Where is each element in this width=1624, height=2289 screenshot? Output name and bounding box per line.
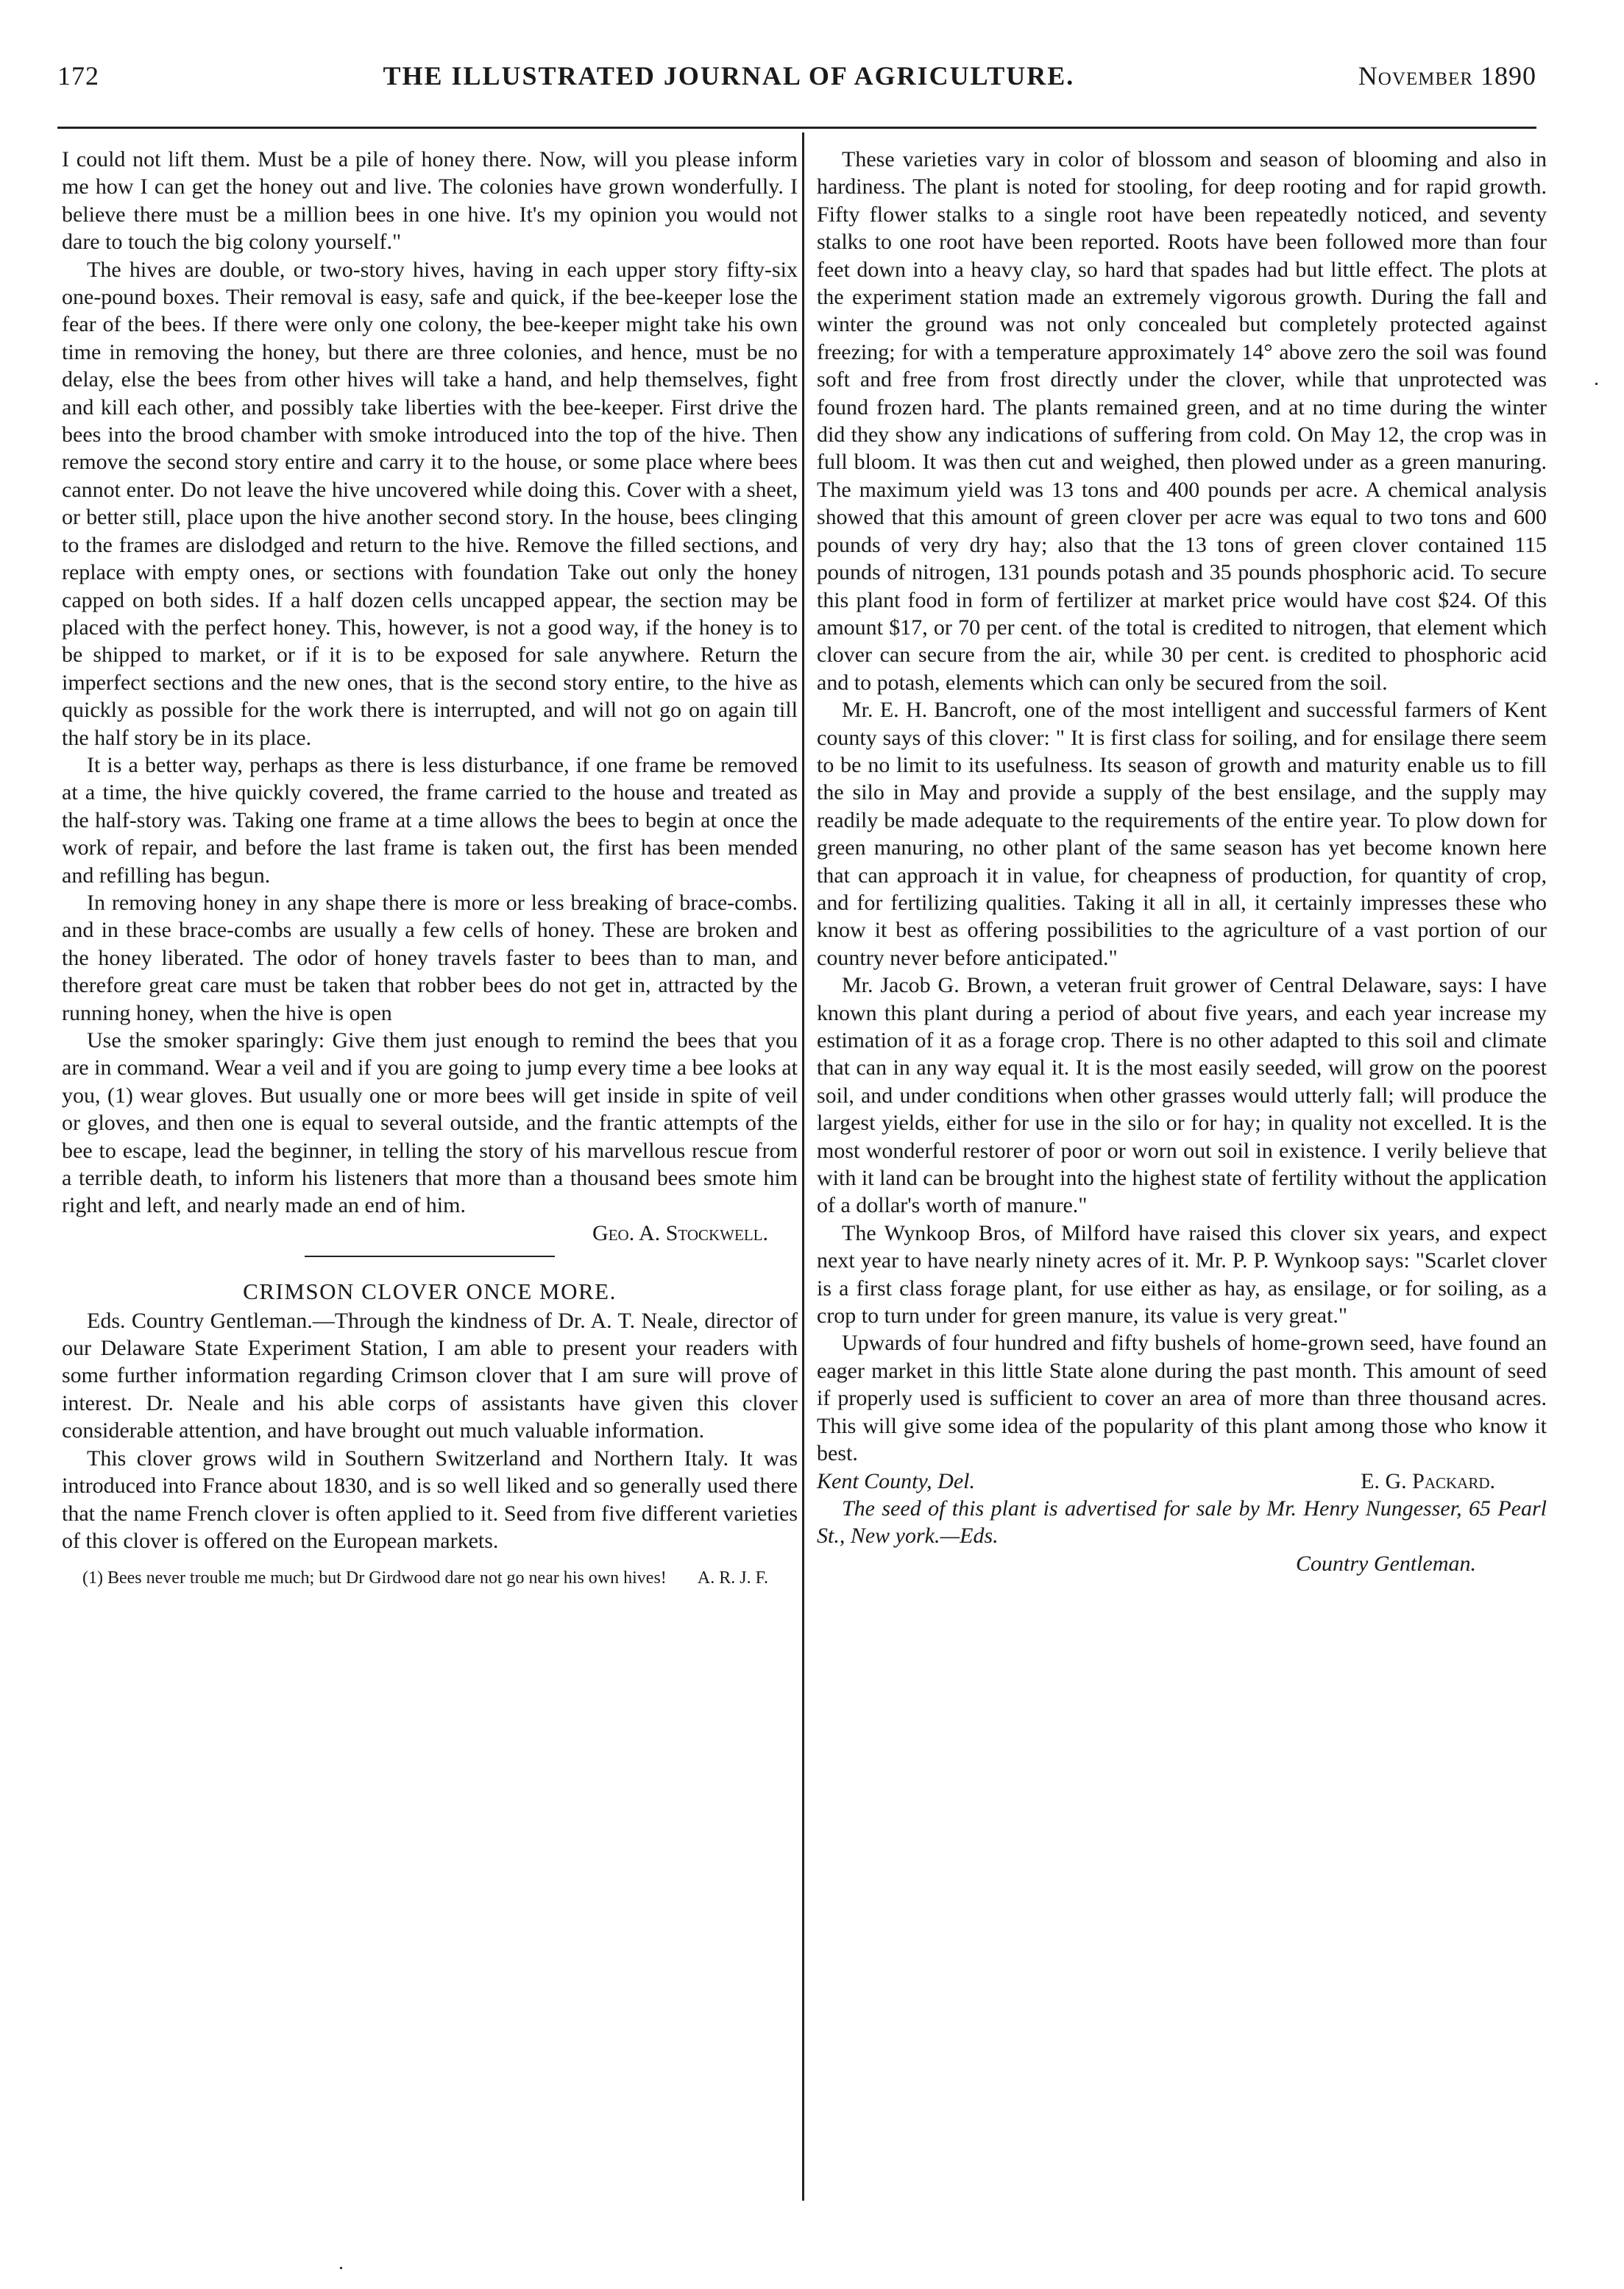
dateline	[817, 1468, 1547, 1495]
article-title: CRIMSON CLOVER ONCE MORE.	[243, 1278, 617, 1305]
header-rule	[57, 127, 1536, 129]
paragraph: Use the smoker sparingly: Give them just enough to remind the bees that you are in command. Wear a veil and if you are going to jump every time a bee looks at you, (1) wear gloves. But usually one or more bees will get inside in spite of veil or gloves, and then one is equal to several outside, and the frantic attempts of the bee to escape, lead the beginner, in telling the story of his marvellous rescue from a terrible death, to inform his listeners that more than a thousand bees smote him right and left, and nearly made an end of him.	[62, 1028, 798, 1218]
margin-mark	[1595, 383, 1598, 385]
footnote-initials: A. R. J. F.	[697, 1568, 768, 1588]
paragraph: Mr. Jacob G. Brown, a veteran fruit grower of Central Delaware, says: I have known this plant during a period of about five years, and each year increase my estimation of it as a forage crop. There is no other adapted to this soil and climate that can in any way equal it. It is the most easily seeded, will grow on the poorest soil, and under conditions when other grasses would utterly fall; will produce the largest yields, either for use in the silo or for hay; in quality not excelled. It is the most wonderful restorer of poor or worn out soil in existence. I verily believe that with it land can be brought into the highest state of fertility without the application of a dollar's worth of manure."	[817, 973, 1547, 1218]
page-number: 172	[57, 61, 99, 91]
author-name: E. G. Packard.	[1361, 1468, 1495, 1493]
place: Kent County, Del.	[817, 1468, 975, 1493]
footnote	[62, 1568, 798, 1589]
paragraph: Eds. Country Gentleman.—Through the kindness of Dr. A. T. Neale, director of our Delaware State Experiment Station, I am able to present your readers with some further information regarding Crimson clover that I am sure will prove of interest. Dr. Neale and his able corps of assistants have given this clover considerable attention, and have brought out much valuable information.	[62, 1308, 798, 1443]
paragraph: Upwards of four hundred and fifty bushels of home-grown seed, have found an eager market in this little State alone during the past month. This amount of seed if properly used is sufficient to cover an area of more than three thousand acres. This will give some idea of the popularity of this plant among those who know it best.	[817, 1331, 1547, 1466]
author-signature: Geo. A. Stockwell.	[592, 1220, 768, 1245]
paragraph: In removing honey in any shape there is more or less breaking of brace-combs. and in these brace-combs are usually a few cells of honey. These are broken and the honey liberated. The odor of honey travels faster to bees than to man, and therefore great care must be taken that robber bees do not get in, attracted by the running honey, when the hive is open	[62, 890, 798, 1025]
issue-date: November 1890	[1358, 61, 1536, 91]
margin-mark	[340, 2267, 342, 2269]
left-column	[62, 146, 798, 1589]
paragraph: The Wynkoop Bros, of Milford have raised this clover six years, and expect next year to have nearly ninety acres of it. Mr. P. P. Wynkoop says: "Scarlet clover is a first class forage plant, for use either as hay, as ensilage, or for soiling, as a crop to turn under for green manure, its value is very great."	[817, 1220, 1547, 1329]
journal-title: THE ILLUSTRATED JOURNAL OF AGRICULTURE.	[383, 61, 1075, 91]
paragraph: It is a better way, perhaps as there is less disturbance, if one frame be removed at a time, the hive quickly covered, the frame carried to the house and treated as the half-story was. Taking one frame at a time allows the bees to begin at once the work of repair, and before the last frame is taken out, the first has been mended and refilling has begun.	[62, 752, 798, 888]
column-divider	[802, 132, 804, 2201]
page-header	[57, 60, 1536, 105]
paragraph: The hives are double, or two-story hives, having in each upper story fifty-six one-pound boxes. Their removal is easy, safe and quick, if the bee-keeper lose the fear of the bees. If there were only one colony, the bee-keeper might take his own time in removing the honey, but there are three colonies, and hence, must be no delay, else the bees from other hives will take a hand, and help themselves, fight and kill each other, and possibly take liberties with the bee-keeper. First drive the bees into the brood chamber with smoke introduced into the top of the hive. Then remove the second story entire and carry it to the house, or some place where bees cannot enter. Do not leave the hive uncovered while doing this. Cover with a sheet, or better still, place upon the hive another second story. In the house, bees clinging to the frames are dislodged and return to the hive. Remove the filled sections, and replace with empty ones, or sections with foundation Take out only the honey capped on both sides. If a half dozen cells uncapped appear, the section may be placed with the perfect honey. This, however, is not a good way, if the honey is to be shipped to market, or if it is to be exposed for sale anywhere. Return the imperfect sections and the new ones, that is the second story entire, to the hive as quickly as possible for the work there is interrupted, and will not go on again till the half story be in its place.	[62, 257, 798, 750]
right-column	[817, 146, 1547, 1577]
footnote-text: (1) Bees never trouble me much; but Dr Girdwood dare not go near his own hives!	[82, 1568, 667, 1588]
paragraph: Mr. E. H. Bancroft, one of the most intelligent and successful farmers of Kent county says of this clover: " It is first class for soiling, and for ensilage there seem to be no limit to its usefulness. Its season of growth and maturity enable us to fill the silo in May and provide a supply of the best ensilage, and the supply may readily be made adequate to the requirements of the entire year. To plow down for green manuring, no other plant of the same season has yet become known here that can approach it in value, for cheapness of production, for quantity of crop, and for fertilizing qualities. Taking it all in all, it certainly impresses these who know it best as offering possibilities to the agriculture of a vast portion of our country never before anticipated."	[817, 698, 1547, 970]
paragraph: These varieties vary in color of blossom and season of blooming and also in hardiness. The plant is noted for stooling, for deep rooting and for rapid growth. Fifty flower stalks to a single root have been repeatedly noticed, and seventy stalks to one root have been reported. Roots have been followed more than four feet down into a heavy clay, so hard that spades had but little effect. The plots at the experiment station made an extremely vigorous growth. During the fall and winter the ground was not only concealed but completely protected against freezing; for with a temperature approximately 14° above zero the soil was found soft and free from frost directly under the clover, while that unprotected was found frozen hard. The plants remained green, and at no time during the winter did they show any indications of suffering from cold. On May 12, the crop was in full bloom. It was then cut and weighed, then plowed under as a green manuring. The maximum yield was 13 tons and 400 pounds per acre. A chemical analysis showed that this amount of green clover per acre was equal to two tons and 600 pounds of very dry hay; also that the 13 tons of green clover contained 115 pounds of nitrogen, 131 pounds potash and 35 pounds phosphoric acid. To secure this plant food in form of fertilizer at market price would have cost $24. Of this amount $17, or 70 per cent. of the total is credited to nitrogen, that element which clover can secure from the air, while 30 per cent. is credited to phosphoric acid and to potash, elements which can only be secured from the soil.	[817, 147, 1547, 695]
section-divider	[305, 1256, 555, 1257]
paragraph: I could not lift them. Must be a pile of honey there. Now, will you please inform me how I can get the honey out and live. The colonies have grown wonderfully. I believe there must be a million bees in one hive. It's my opinion you would not dare to touch the big colony yourself."	[62, 147, 798, 255]
source-credit: Country Gentleman.	[1296, 1551, 1476, 1576]
paragraph: This clover grows wild in Southern Switzerland and Northern Italy. It was introduced into France about 1830, and is so well liked and so generally used there that the name French clover is often applied to it. Seed from five different varieties of this clover is offered on the European markets.	[62, 1446, 798, 1553]
closing-note: The seed of this plant is advertised for sale by Mr. Henry Nungesser, 65 Pearl St., New york.—Eds.	[817, 1496, 1547, 1549]
